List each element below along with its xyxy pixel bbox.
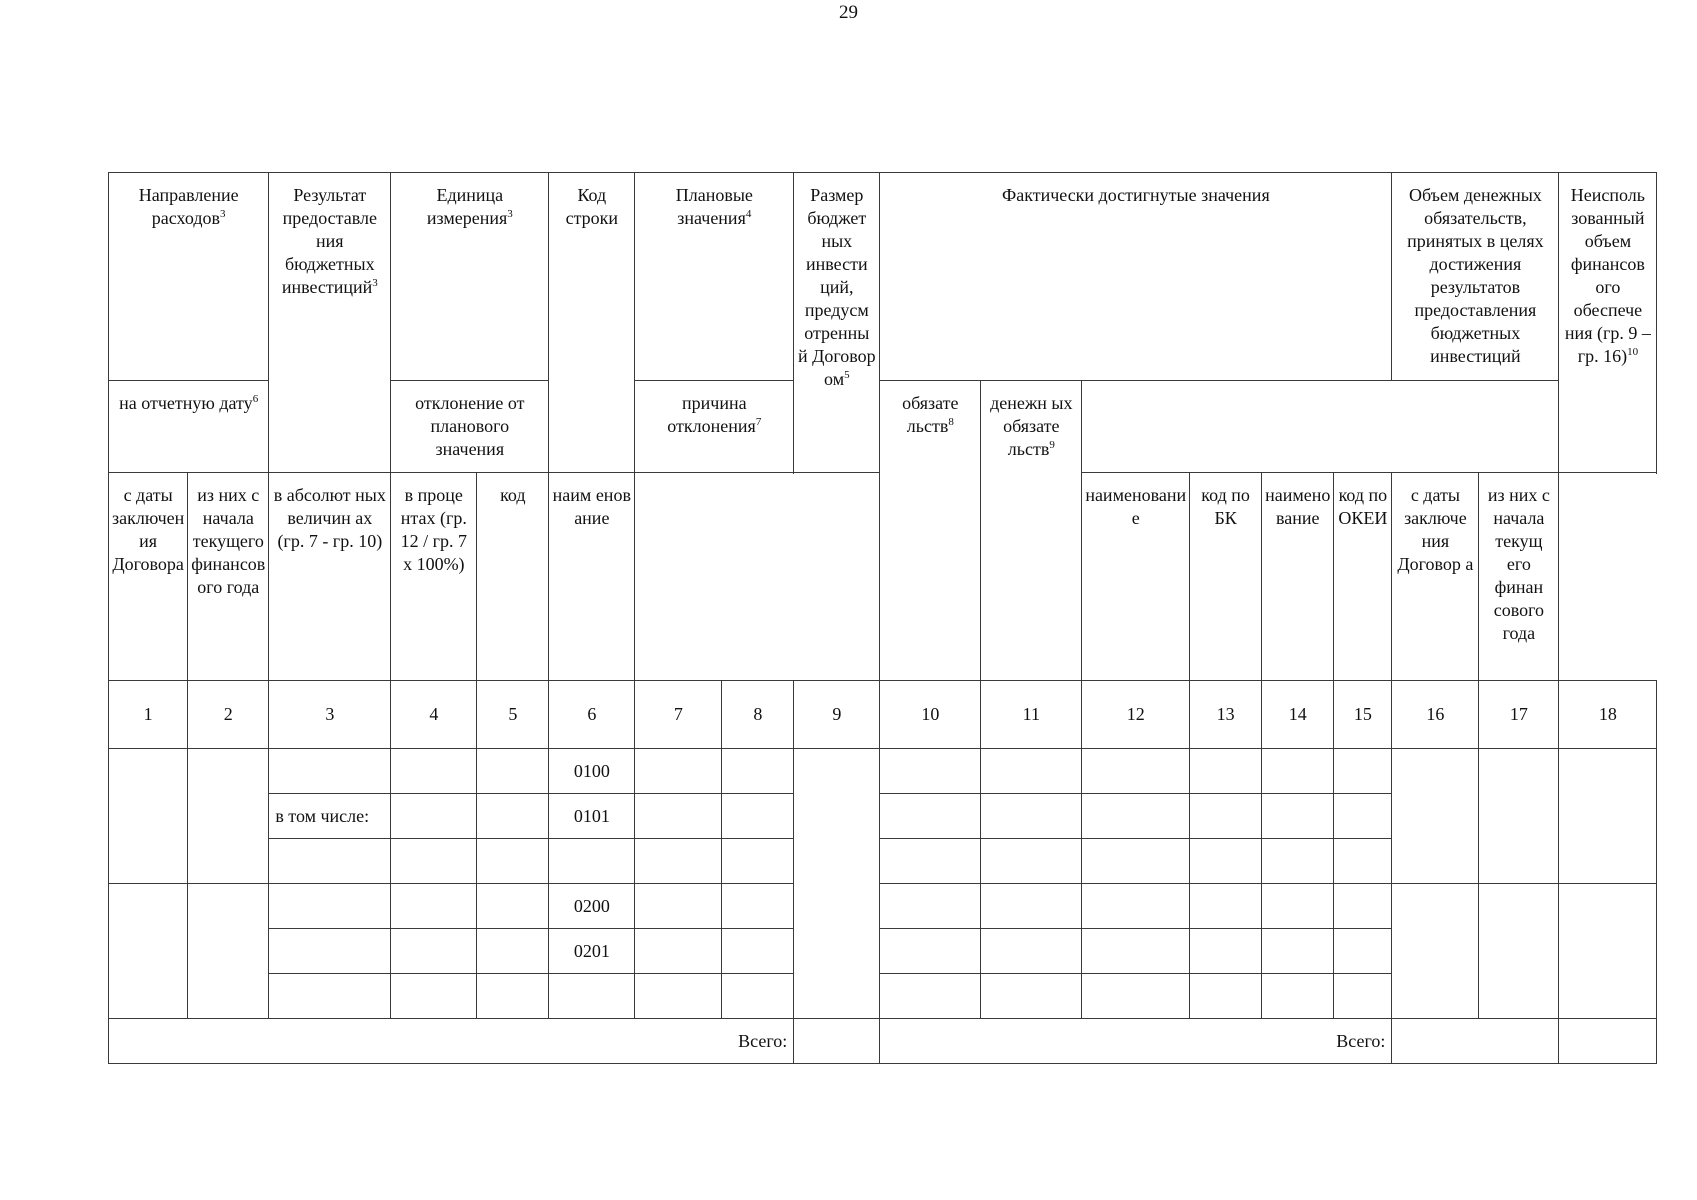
data-cell [477, 929, 549, 974]
data-cell [880, 974, 981, 1019]
data-cell [1479, 884, 1559, 1019]
header-col-9-investment-size: Размер бюджет ных инвести ций, предусм отренны й Договор $ом^5$ [794, 173, 880, 473]
data-cell [1082, 929, 1190, 974]
including-label: в том числе: [269, 794, 391, 839]
column-number: 8 [722, 681, 794, 749]
data-cell [1262, 839, 1334, 884]
header-col-12-absolute: в абсолют ных величин ах (гр. 7 - гр. 10) [269, 473, 391, 681]
data-cell [269, 749, 391, 794]
column-number: 10 [880, 681, 981, 749]
data-cell [981, 749, 1082, 794]
header-reason: причина отклонения$^7$ [635, 381, 794, 473]
header-planned-values: Плановые значения$^4$ [635, 173, 794, 381]
data-cell [1190, 974, 1262, 1019]
line-code-cell: 0101 [549, 794, 635, 839]
data-cell [188, 749, 269, 884]
data-cell [1190, 749, 1262, 794]
header-col-14-code: код [477, 473, 549, 681]
data-cell [1190, 794, 1262, 839]
totals-row [109, 1019, 1657, 1064]
column-number: 17 [1479, 681, 1559, 749]
data-cell [880, 794, 981, 839]
data-cell [269, 929, 391, 974]
total-cell [1559, 1019, 1657, 1064]
data-cell [722, 884, 794, 929]
header-col-8-current-year: из них с начала текущ его финан сового года [1479, 473, 1559, 681]
column-number: 9 [794, 681, 880, 749]
column-number: 12 [1082, 681, 1190, 749]
data-cell [1479, 749, 1559, 884]
header-col-1-name: наименовани е [1082, 473, 1190, 681]
column-number: 11 [981, 681, 1082, 749]
line-code-cell: 0201 [549, 929, 635, 974]
data-cell [477, 794, 549, 839]
data-cell [635, 839, 722, 884]
data-cell [549, 974, 635, 1019]
data-cell [477, 974, 549, 1019]
data-cell [391, 794, 477, 839]
header-col-15-name: наим енов ание [549, 473, 635, 681]
data-cell [477, 749, 549, 794]
header-actual-values: Фактически достигнутые значения [880, 173, 1392, 381]
header-col-3-result: Результат предоставле ния бюджетных инвестиций$^3$ [269, 173, 391, 473]
header-row-top [109, 173, 1657, 381]
data-cell [1559, 749, 1657, 884]
column-number: 7 [635, 681, 722, 749]
data-cell [722, 749, 794, 794]
column-number: 6 [549, 681, 635, 749]
column-number: 13 [1190, 681, 1262, 749]
column-number: 5 [477, 681, 549, 749]
column-number: 4 [391, 681, 477, 749]
header-col-17-monetary-obligations: денежн ых обязате льств$^9$ [981, 381, 1082, 681]
data-cell [1262, 884, 1334, 929]
header-col-16-obligations: обязате льств$^8$ [880, 381, 981, 681]
data-cell [880, 839, 981, 884]
header-fact-reporting-date: на отчетную дату$^6$ [109, 381, 269, 473]
data-cell [722, 929, 794, 974]
column-number: 3 [269, 681, 391, 749]
header-col-10-since-contract: с даты заключен ия Договора [109, 473, 188, 681]
header-obligations-volume: Объем денежных обязательств, принятых в целях достижения результатов предоставления бюджетных инвестиций [1392, 173, 1559, 381]
data-cell [880, 929, 981, 974]
data-cell [1334, 884, 1392, 929]
total-cell [794, 1019, 880, 1064]
header-col-18-unused-volume: Неисполь зованный объем финансов ого обеспече ния (гр. 9 – гр. 16)$^{10}$ [1559, 173, 1657, 473]
data-cell [981, 929, 1082, 974]
header-col-4-name: наимено вание [1262, 473, 1334, 681]
data-cell [722, 794, 794, 839]
column-number: 14 [1262, 681, 1334, 749]
data-cell [1559, 884, 1657, 1019]
data-cell [1334, 749, 1392, 794]
data-cell [1334, 794, 1392, 839]
header-expense-direction: Направление расходов$^3$ [109, 173, 269, 381]
data-cell [1262, 794, 1334, 839]
column-number: 2 [188, 681, 269, 749]
data-cell [1190, 839, 1262, 884]
data-cell [1392, 749, 1479, 884]
data-cell [794, 749, 880, 1019]
header-col-2-bk-code: код по БК [1190, 473, 1262, 681]
data-cell [549, 839, 635, 884]
data-cell [635, 884, 722, 929]
column-number: 15 [1334, 681, 1392, 749]
budget-investment-report-table [108, 172, 1657, 1064]
data-cell [981, 794, 1082, 839]
header-col-6-line-code: Код строки [549, 173, 635, 473]
data-cell [1262, 929, 1334, 974]
header-col-13-percent: в проце нтах (гр. 12 / гр. 7 х 100%) [391, 473, 477, 681]
header-unit-of-measure: Единица измерения$^3$ [391, 173, 549, 381]
data-cell [269, 974, 391, 1019]
data-cell [880, 884, 981, 929]
data-cell [981, 884, 1082, 929]
total-label-right: Всего: [880, 1019, 1392, 1064]
data-cell [1190, 884, 1262, 929]
data-cell [269, 839, 391, 884]
data-cell [109, 749, 188, 884]
data-cell [1082, 749, 1190, 794]
total-label-left: Всего: [109, 1019, 794, 1064]
data-cell [1334, 839, 1392, 884]
data-cell [269, 884, 391, 929]
data-cell [477, 839, 549, 884]
data-cell [1262, 974, 1334, 1019]
column-number: 18 [1559, 681, 1657, 749]
data-cell [1334, 974, 1392, 1019]
data-cell [635, 794, 722, 839]
data-cell [1082, 974, 1190, 1019]
column-number-row [109, 681, 1657, 749]
data-cell [1082, 884, 1190, 929]
data-cell [981, 974, 1082, 1019]
data-cell [477, 884, 549, 929]
data-cell [391, 749, 477, 794]
data-cell [722, 839, 794, 884]
header-col-7-since-contract: с даты заключе ния Договор а [1392, 473, 1479, 681]
column-number: 1 [109, 681, 188, 749]
data-cell [635, 749, 722, 794]
data-cell [391, 884, 477, 929]
total-cell [1392, 1019, 1559, 1064]
data-cell [1082, 839, 1190, 884]
data-cell [880, 749, 981, 794]
line-code-cell: 0200 [549, 884, 635, 929]
data-cell [1082, 794, 1190, 839]
data-cell [109, 884, 188, 1019]
data-cell [391, 839, 477, 884]
line-code-cell: 0100 [549, 749, 635, 794]
header-deviation: отклонение от планового значения [391, 381, 549, 473]
data-cell [635, 974, 722, 1019]
header-col-5-okei-code: код по ОКЕИ [1334, 473, 1392, 681]
data-cell [391, 974, 477, 1019]
header-col-11-current-year: из них с начала текущего финансов ого года [188, 473, 269, 681]
data-cell [188, 884, 269, 1019]
data-cell [391, 929, 477, 974]
column-number: 16 [1392, 681, 1479, 749]
data-cell [981, 839, 1082, 884]
data-cell [1334, 929, 1392, 974]
data-cell [1262, 749, 1334, 794]
data-cell [722, 974, 794, 1019]
data-cell [635, 929, 722, 974]
table-row [109, 749, 1657, 794]
table-row [109, 884, 1657, 929]
data-cell [1392, 884, 1479, 1019]
data-cell [1190, 929, 1262, 974]
page-number: 29 [839, 2, 858, 23]
